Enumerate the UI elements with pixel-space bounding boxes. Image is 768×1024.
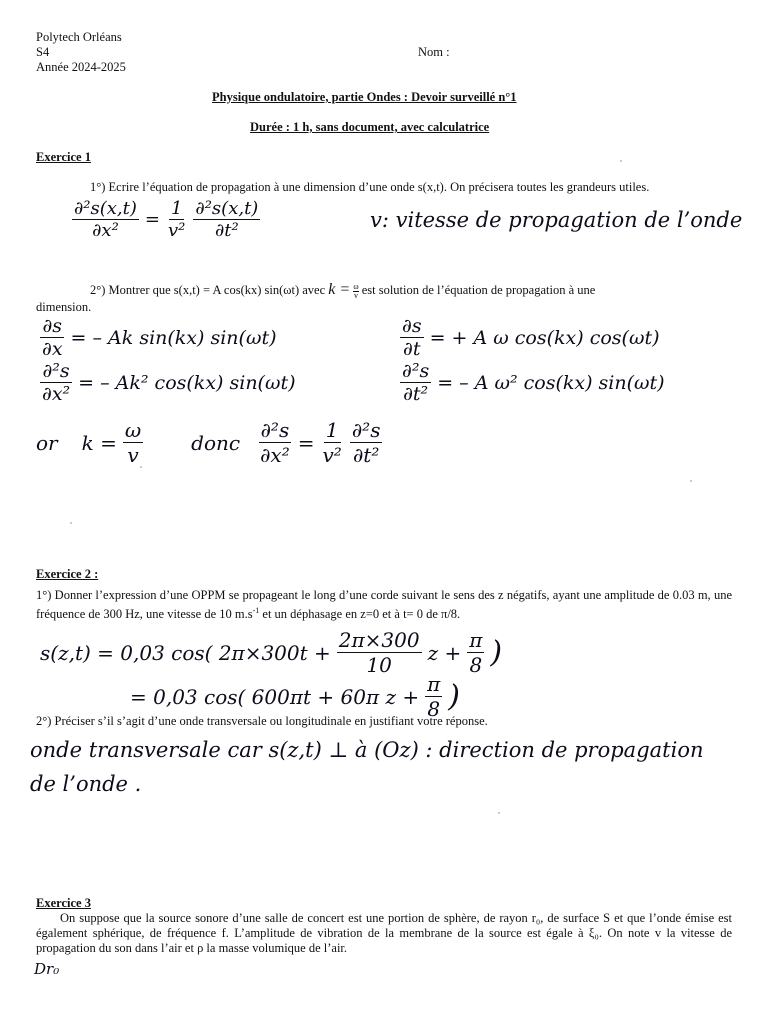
ex1-answer1-note: v: vitesse de propagation de l’onde: [370, 208, 743, 232]
ex1-ans1-lhs-frac: [72, 198, 139, 241]
ex3-text: On suppose que la source sonore d’une salle de concert est une portion de sphère, de rayon r₀, de surface S et que l’onde émise est également sphérique, de fréquence f. L’amplitude de vibration de la membrane de la source est égale à ξ₀. On note v la vitesse de propagation du son dans l’air et ρ la masse volumique de l’air.: [36, 911, 732, 955]
ex2-ans1-close: ): [490, 635, 503, 670]
ex1-ans2-row1-right: [400, 315, 660, 360]
name-label: Nom :: [418, 45, 450, 59]
scan-speck: [140, 466, 142, 468]
ex2-ans1-line1: [40, 628, 502, 677]
ex1-ans2-f2-num: 1: [325, 418, 339, 442]
scan-speck: [70, 522, 72, 524]
ex2-heading: Exercice 2 :: [36, 567, 99, 581]
ex1-ans2-k-den: v: [127, 443, 139, 467]
ex1-ans2-or: or: [36, 430, 58, 455]
ex1-q2-k: k =: [328, 281, 351, 298]
ex2-ans1-z: z +: [427, 640, 462, 665]
ex1-ans2-f3-num: ∂²s: [351, 418, 381, 442]
ex1-ans2-k-num: ω: [124, 418, 142, 442]
ex1-ans2-f-eq: =: [297, 430, 315, 455]
ex1-ans2-r2-num: ∂²s: [402, 360, 430, 382]
ex2-ans1-lhs: s(z,t) = 0,03 cos( 2π×300t +: [40, 640, 331, 665]
ex1-ans2-l2-num: ∂²s: [42, 360, 70, 382]
ex2-q1-text: 1°) Donner l’expression d’une OPPM se propageant le long d’une corde suivant le sens des z négatifs, ayant une amplitude de 0.03 m, une fréquence de 300 Hz, une vitesse de 10 m.s: [36, 588, 732, 622]
ex2-ans1-f-num: 2π×300: [338, 628, 420, 652]
ex3-handwritten-note: Dr₀: [34, 960, 60, 978]
ex2-ans1-f-den: 10: [366, 653, 392, 677]
ex1-q2-text-c: dimension.: [36, 299, 92, 314]
ex2-ans1-l2-num: π: [427, 672, 441, 696]
ex1-ans2-l1-den: ∂x: [42, 338, 63, 360]
ex1-q2: [36, 282, 732, 315]
ex2-ans1-pi-num: π: [469, 628, 483, 652]
ex1-ans2-row2-right: [400, 360, 665, 405]
ex1-q2-k-den: v: [353, 290, 358, 300]
ex1-ans2-l1-num: ∂s: [42, 315, 63, 337]
ex1-ans2-r1-num: ∂s: [402, 315, 422, 337]
ex1-ans1-rhs-frac: [193, 198, 260, 241]
ex1-ans2-row1-left: [40, 315, 277, 360]
ex1-q2-text-b: est solution de l’équation de propagation à une: [361, 283, 596, 297]
ex2-ans1-l2: = 0,03 cos( 600πt + 60π z +: [130, 684, 420, 709]
ex1-ans2-l2-rhs: = – Ak² cos(kx) sin(ωt): [78, 371, 296, 394]
ex1-ans2-f3-den: ∂t²: [352, 443, 380, 467]
exam-duration: Durée : 1 h, sans document, avec calculatrice: [250, 120, 490, 134]
ex1-ans2-r1-rhs: = + A ω cos(kx) cos(ωt): [429, 326, 660, 349]
ex1-ans2-l2-den: ∂x²: [42, 383, 71, 405]
ex1-ans2-l1-rhs: = – Ak sin(kx) sin(ωt): [70, 326, 277, 349]
ex1-q1: 1°) Ecrire l’équation de propagation à une dimension d’une onde s(x,t). On précisera toutes les grandeurs utiles.: [90, 180, 650, 194]
ex1-ans2-conclusion: [36, 418, 382, 467]
ex1-ans2-f1-den: ∂x²: [260, 443, 290, 467]
ex2-q1-sup: -1: [252, 606, 260, 615]
ex1-q2-text-a: 2°) Montrer que s(x,t) = A cos(kx) sin(ωt) avec: [90, 283, 326, 297]
ex1-ans1-rhs-num: ∂²s(x,t): [195, 198, 259, 219]
ex1-answer1-equation: [72, 198, 260, 241]
ex1-ans2-r2-den: ∂t²: [403, 383, 429, 405]
ex1-ans1-coef-num: 1: [170, 198, 183, 219]
ex1-q2-k-num: ω: [353, 281, 359, 291]
scan-speck: [620, 160, 622, 162]
ex1-ans2-donc: donc: [191, 430, 241, 455]
ex1-ans2-f2-den: v²: [322, 443, 342, 467]
ex1-ans1-lhs-den: ∂x²: [92, 220, 119, 241]
ex2-ans2-line1: onde transversale car s(z,t) ⊥ à (Oz) : direction de propagation: [30, 738, 704, 762]
ex2-ans1-l2-den: 8: [427, 697, 441, 721]
ex1-ans1-coef-den: v²: [168, 220, 186, 241]
header-level: S4: [36, 45, 50, 59]
ex2-q1-end: et un déphasage en z=0 et à t= 0 de π/8.: [259, 607, 461, 622]
ex1-ans2-r2-rhs: = – A ω² cos(kx) sin(ωt): [437, 371, 665, 394]
exam-title: Physique ondulatoire, partie Ondes : Devoir surveillé n°1: [212, 90, 517, 104]
ex1-ans2-row2-left: [40, 360, 296, 405]
ex1-ans2-f1-num: ∂²s: [260, 418, 290, 442]
ex1-heading: Exercice 1: [36, 150, 91, 164]
ex2-ans2-line2: de l’onde .: [30, 772, 142, 796]
ex1-ans2-r1-den: ∂t: [403, 338, 421, 360]
ex1-ans1-coef-frac: [166, 198, 187, 241]
ex1-q2-k-frac: [353, 283, 358, 300]
header-year: Année 2024-2025: [36, 60, 126, 74]
header-school: Polytech Orléans: [36, 30, 122, 44]
ex1-ans1-rhs-den: ∂t²: [214, 220, 239, 241]
ex2-ans1-pi-den: 8: [469, 653, 483, 677]
scan-speck: [498, 812, 500, 814]
scan-speck: [690, 480, 692, 482]
ex1-ans2-k: k =: [81, 430, 117, 455]
ex2-ans1-l2-close: ): [448, 679, 460, 714]
ex1-ans1-eq-sign: =: [144, 209, 161, 230]
ex1-ans1-lhs-num: ∂²s(x,t): [74, 198, 137, 219]
ex2-q1: [36, 588, 732, 622]
ex2-q2: 2°) Préciser s’il s’agit d’une onde transversale ou longitudinale en justifiant votre réponse.: [36, 714, 488, 728]
ex3-heading: Exercice 3: [36, 896, 91, 910]
